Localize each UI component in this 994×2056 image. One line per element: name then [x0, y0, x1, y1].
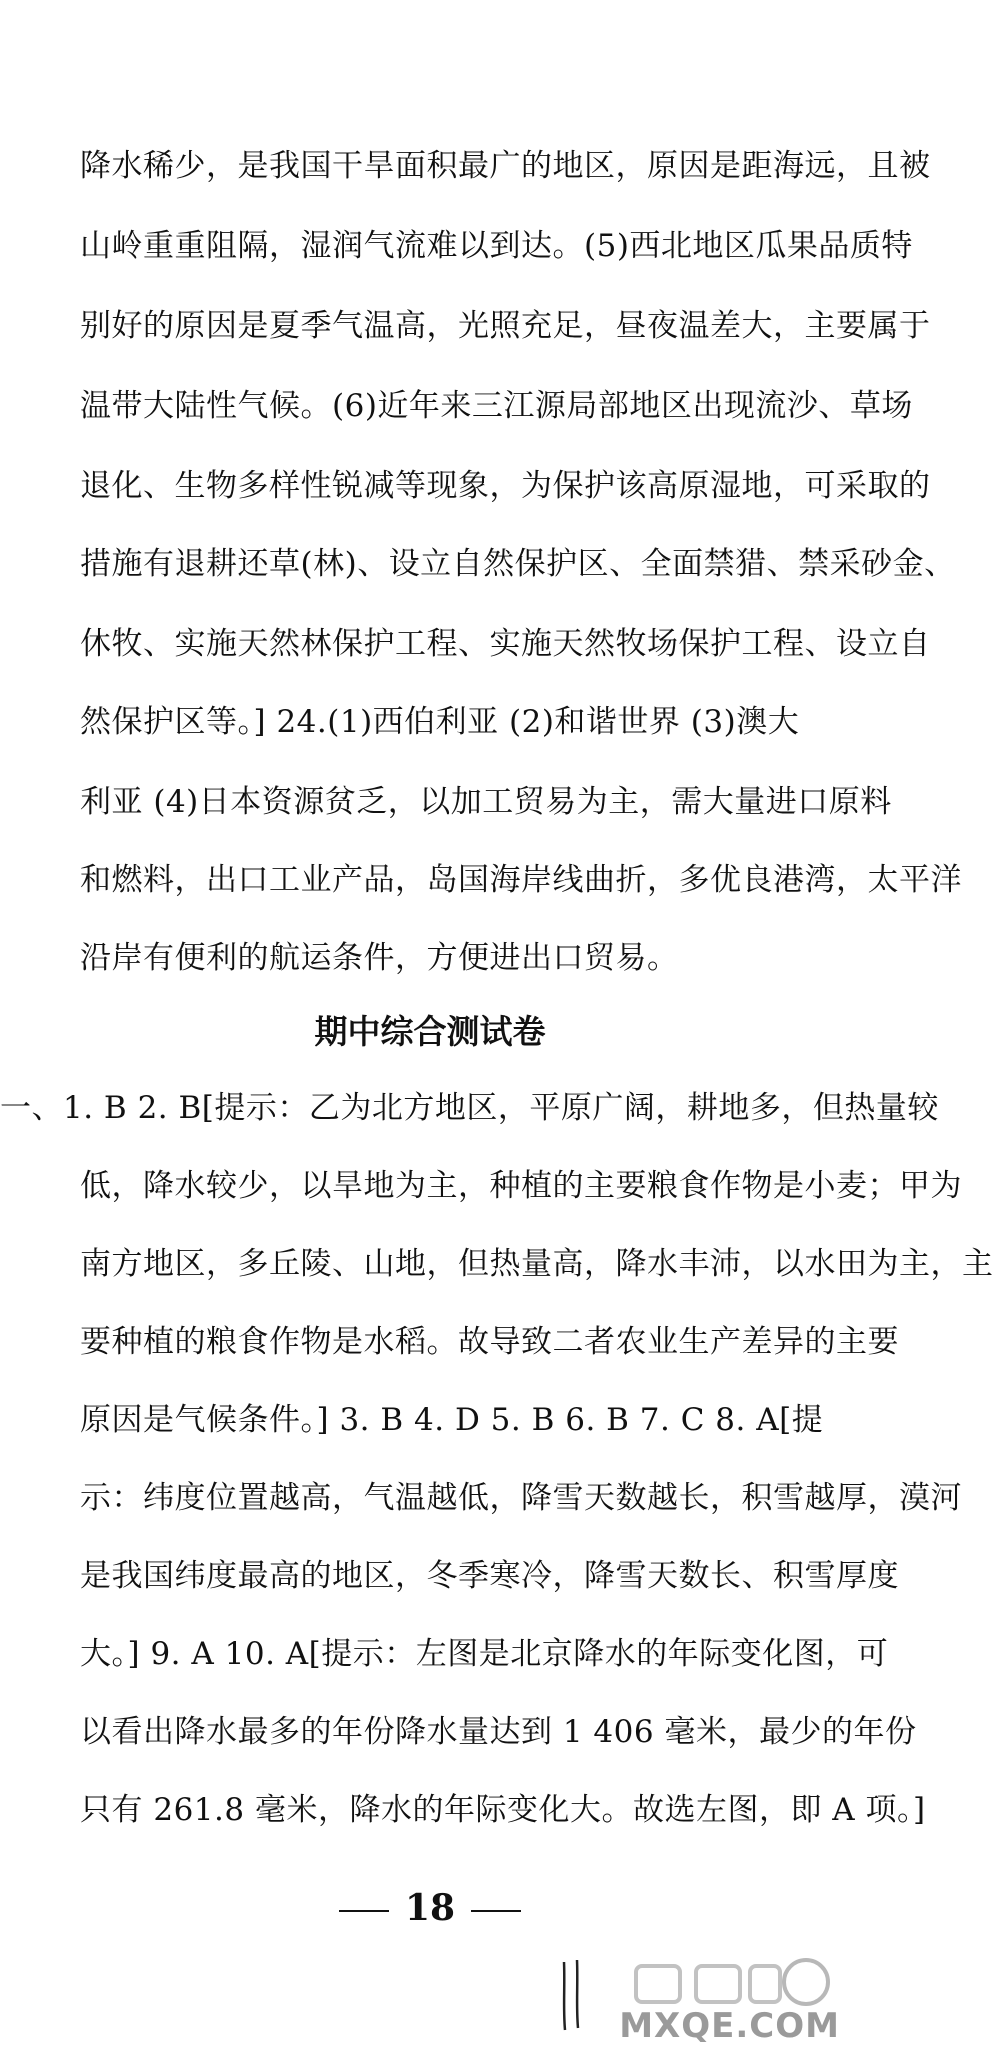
watermark-logo-graphic [630, 1956, 830, 2012]
answer-line: 只有 261.8 毫米，降水的年际变化大。故选左图，即 A 项。] [80, 1792, 926, 1828]
text-line: 退化、生物多样性锐减等现象，为保护该高原湿地，可采取的 [80, 468, 931, 504]
answer-line: 示：纬度位置越高，气温越低，降雪天数越长，积雪越厚，漠河 [80, 1480, 962, 1516]
text-line: 休牧、实施天然林保护工程、实施天然牧场保护工程、设立自 [80, 626, 931, 662]
dash-left [339, 1910, 389, 1912]
text-line: 温带大陆性气候。(6)近年来三江源局部地区出现流沙、草场 [80, 388, 913, 424]
answer-line: 原因是气候条件。] 3. B 4. D 5. B 6. B 7. C 8. A[提 [80, 1402, 824, 1438]
handwritten-mark-strokes [556, 1956, 586, 2036]
text-line: 降水稀少，是我国干旱面积最广的地区，原因是距海远，且被 [80, 148, 931, 184]
answer-line: 要种植的粮食作物是水稻。故导致二者农业生产差异的主要 [80, 1324, 899, 1360]
text-line: 措施有退耕还草(林)、设立自然保护区、全面禁猎、禁采砂金、 [80, 546, 956, 582]
handwritten-mark [556, 1956, 586, 2036]
watermark [610, 1956, 840, 2046]
answer-line: 大。] 9. A 10. A[提示：左图是北京降水的年际变化图，可 [80, 1636, 889, 1672]
section-title: 期中综合测试卷 [314, 1012, 546, 1051]
answer-line: 南方地区，多丘陵、山地，但热量高，降水丰沛，以水田为主，主 [80, 1246, 994, 1282]
page-number-value: 18 [404, 1887, 456, 1929]
watermark-site: MXQE.COM [619, 2006, 840, 2046]
text-line: 别好的原因是夏季气温高，光照充足，昼夜温差大，主要属于 [80, 308, 931, 344]
dash-right [471, 1910, 521, 1912]
answer-line: 以看出降水最多的年份降水量达到 1 406 毫米，最少的年份 [80, 1714, 917, 1750]
page-number [0, 1886, 860, 1930]
answer-line: 是我国纬度最高的地区，冬季寒冷，降雪天数长、积雪厚度 [80, 1558, 899, 1594]
text-line: 和燃料，出口工业产品，岛国海岸线曲折，多优良港湾，太平洋 [80, 862, 962, 898]
text-line: 山岭重重阻隔，湿润气流难以到达。(5)西北地区瓜果品质特 [80, 228, 913, 264]
text-line: 利亚 (4)日本资源贫乏，以加工贸易为主，需大量进口原料 [80, 784, 892, 820]
text-line: 然保护区等。] 24.(1)西伯利亚 (2)和谐世界 (3)澳大 [80, 704, 800, 740]
text-line: 沿岸有便利的航运条件，方便进出口贸易。 [80, 940, 679, 976]
answer-line: 一、1. B 2. B[提示：乙为北方地区，平原广阔，耕地多，但热量较 [0, 1090, 939, 1126]
answer-line: 低，降水较少，以旱地为主，种植的主要粮食作物是小麦；甲为 [80, 1168, 962, 1204]
